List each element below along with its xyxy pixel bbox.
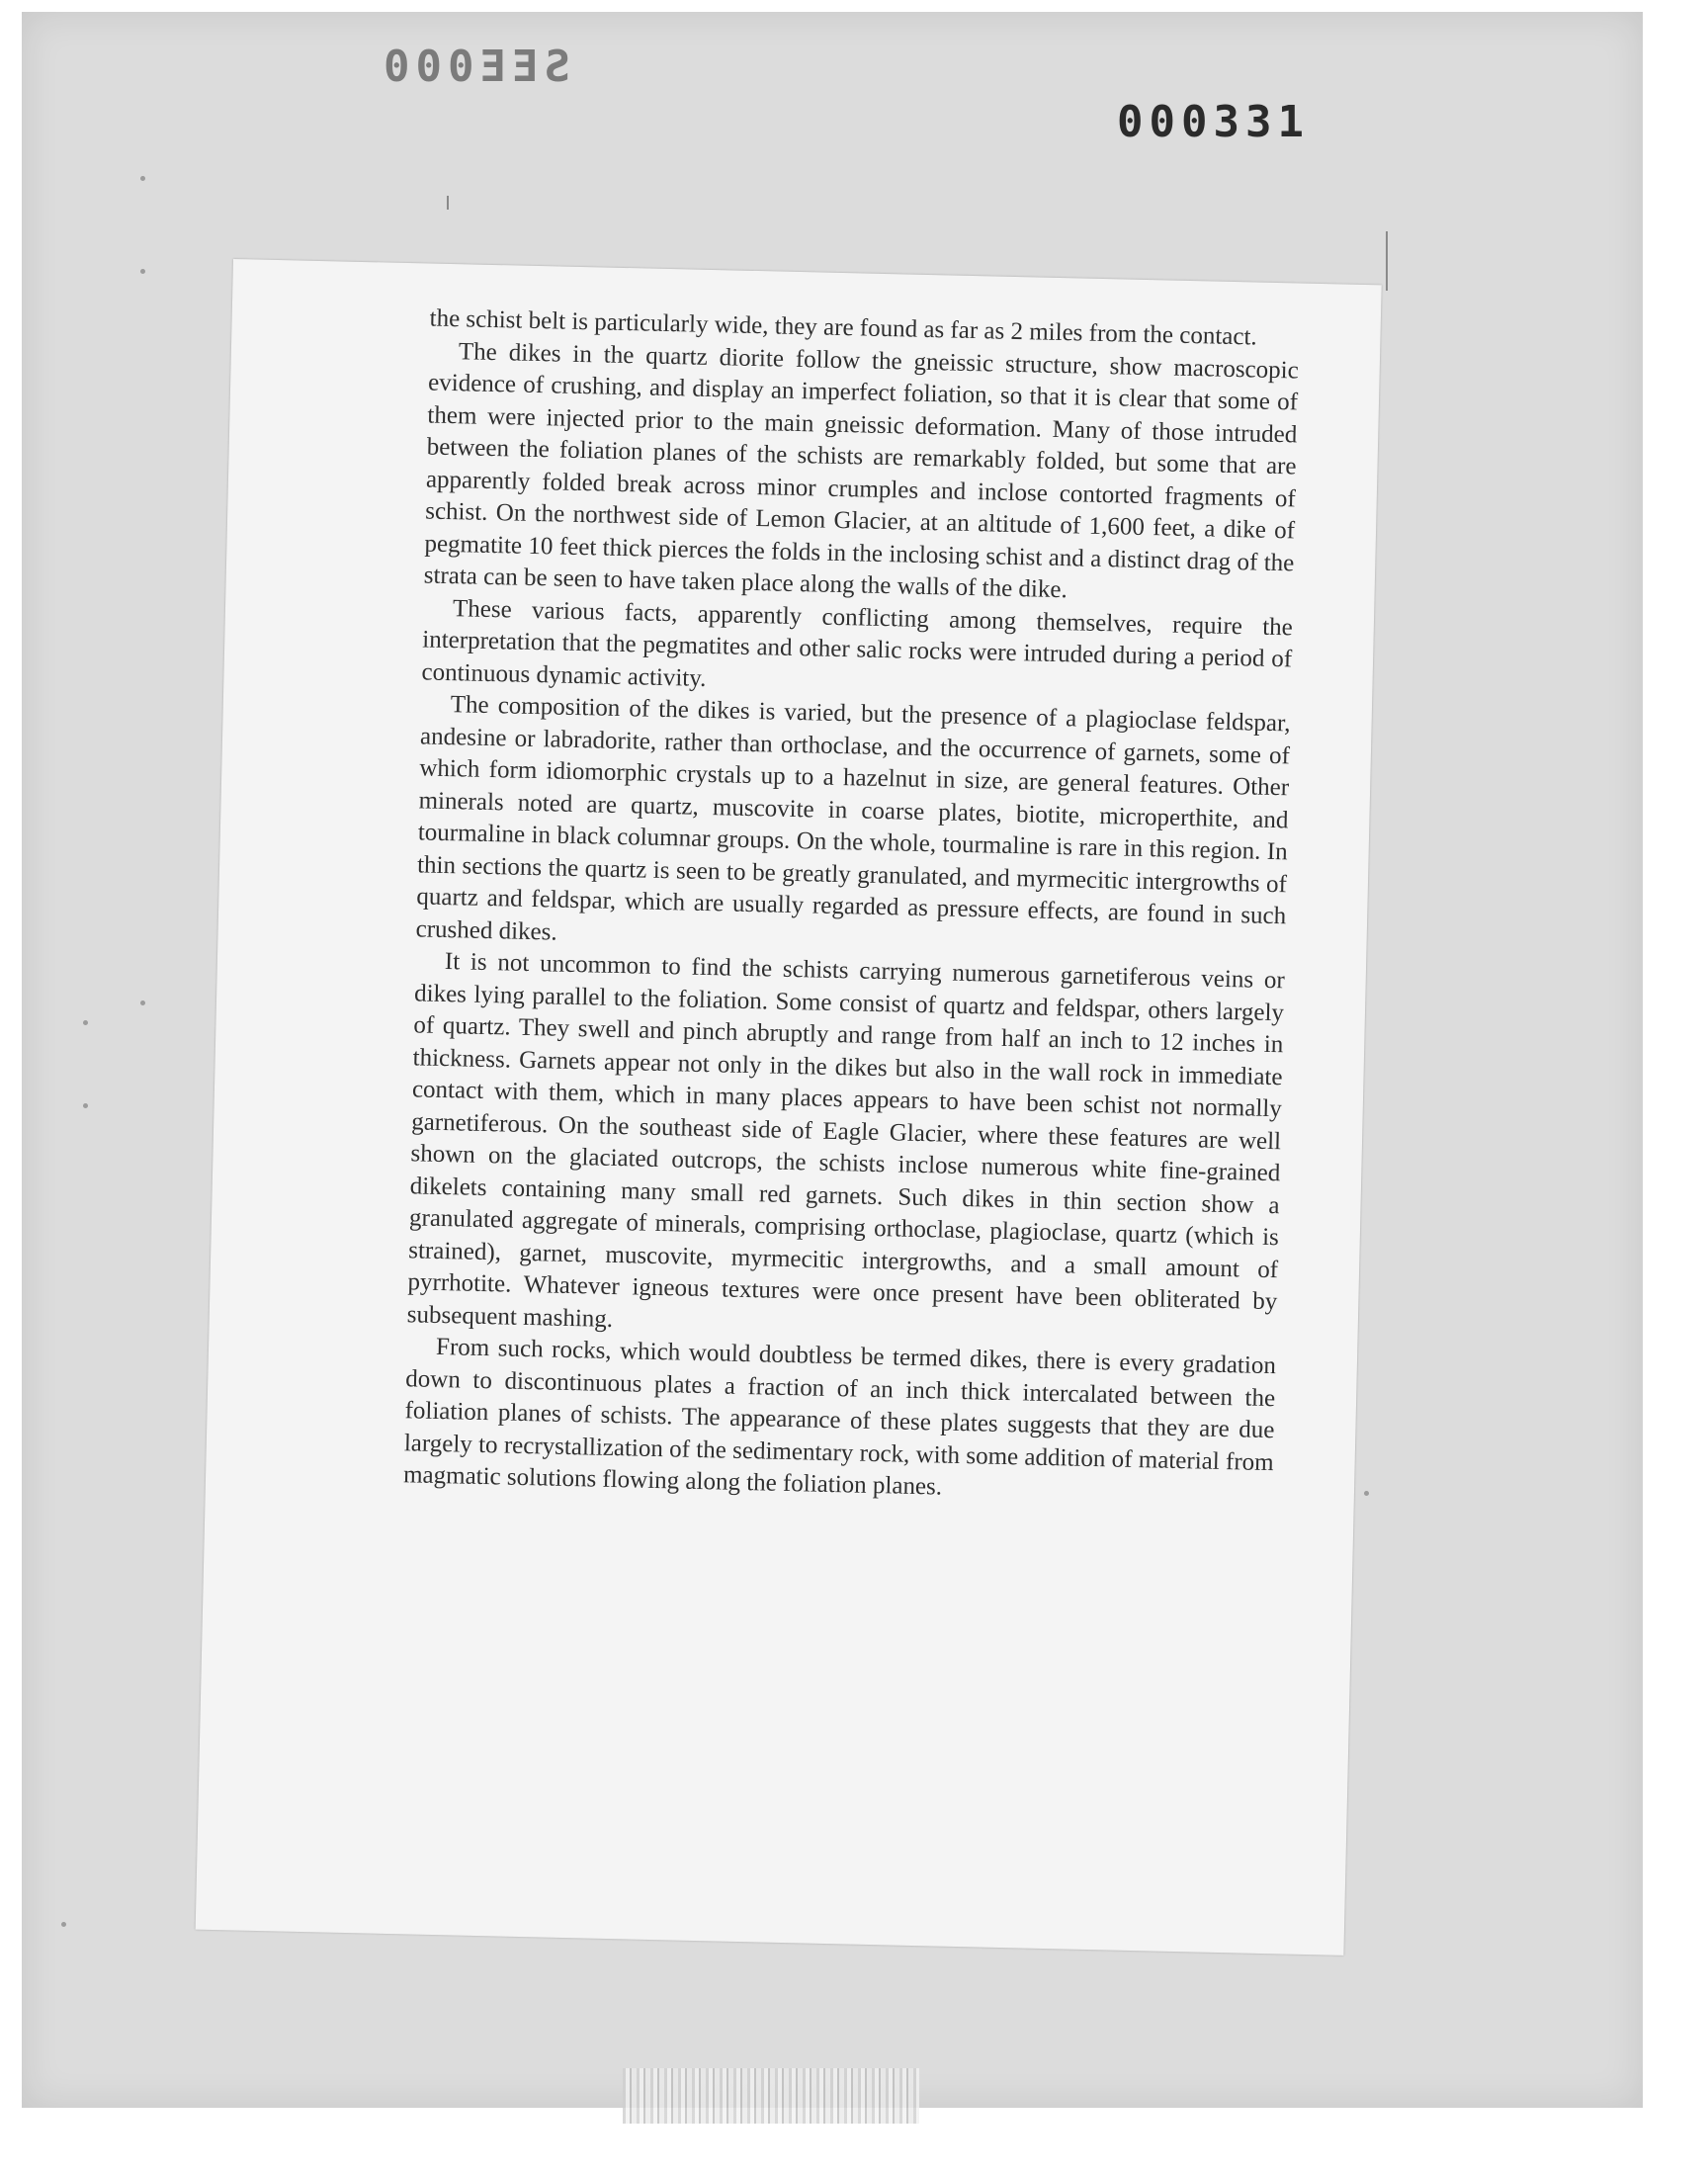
paragraph-garnetiferous-veins: It is not uncommon to find the schists carrying numerous garnetiferous veins or dikes lying parallel to the foliation. Some consist of quartz and feldspar, others largely of quartz. They swell and pinch abruptly and range from half an inch to 12 inches in thickness. Garnets appear not only in the dikes but also in the wall rock in immediate contact with them, which in many places appears to have been schist not normally garnetiferous. On the southeast side of Eagle Glacier, where these features are well shown on the glaciated outcrops, the schists inclose numerous white fine-grained dikelets containing many small red garnets. Such dikes in thin section show a granulated aggregate of minerals, comprising orthoclase, plagioclase, quartz (which is strained), garnet, muscovite, myrmecitic intergrowths, and a small amount of pyrrhotite. Whatever igneous textures were once present have been obliterated by subsequent mashing. — [406, 948, 1286, 1333]
scan-speck — [83, 1103, 88, 1108]
paragraph-composition: The composition of the dikes is varied, but the presence of a plagioclase feldspar, andesine or labradorite, rather than orthoclase, and the occurrence of garnets, some of which form idiomorphic crystals up to a hazelnut in size, are general features. Other minerals noted are quartz, muscovite in coarse plates, biotite, microperthite, and tourmaline in black columnar groups. On the whole, tourmaline is rare in this region. In thin sections the quartz is seen to be greatly granulated, and myrmecitic intergrowths of quartz and feldspar, which are usually regarded as pressure effects, are found in such crushed dikes. — [415, 691, 1291, 946]
scan-speck — [83, 1020, 88, 1025]
page-stamp-number: 000331 — [1117, 97, 1310, 147]
scan-edge-mark — [447, 196, 449, 210]
scan-speck — [1364, 1491, 1369, 1496]
scan-speck — [140, 176, 145, 181]
paragraph-continuation: the schist belt is particularly wide, they are found as far as 2 miles from the contact. — [429, 304, 1258, 351]
scan-speck — [61, 1922, 66, 1927]
document-page — [196, 259, 1382, 1956]
scan-speck — [140, 269, 145, 274]
scan-edge-mark — [1386, 231, 1388, 291]
paragraph-various-facts: These various facts, apparently conflicting among themselves, require the interpretation that the pegmatites and other salic rocks were intruded during a period of continuous dynamic activity. — [421, 594, 1294, 692]
mirrored-stamp-number: SEE000 — [378, 42, 570, 92]
scan-speck — [140, 1000, 145, 1005]
paragraph-dikes-quartz-diorite: The dikes in the quartz diorite follow the gneissic structure, show macroscopic evidence of crushing, and display an imperfect foliation, so that it is clear that some of them were injected prior to the main gneissic deformation. Many of those intruded between the foliation planes of the schists are remarkably folded, but some that are apparently folded break across minor crumples and inclose contorted fragments of schist. On the northwest side of Lemon Glacier, at an altitude of 1,600 feet, a dike of pegmatite 10 feet thick pierces the folds in the inclosing schist and a distinct drag of the strata can be seen to have taken place along the walls of the dike. — [423, 337, 1300, 604]
body-text — [403, 304, 1300, 1512]
scan-artifact-bar — [623, 2068, 919, 2124]
paragraph-gradation: From such rocks, which would doubtless be termed dikes, there is every gradation down to discontinuous plates a fraction of an inch thick intercalated between the foliation planes of schists. The appearance of these plates suggests that they are due largely to recrystallization of the sedimentary rock, with some addition of material from magmatic solutions flowing along the foliation planes. — [402, 1333, 1277, 1501]
